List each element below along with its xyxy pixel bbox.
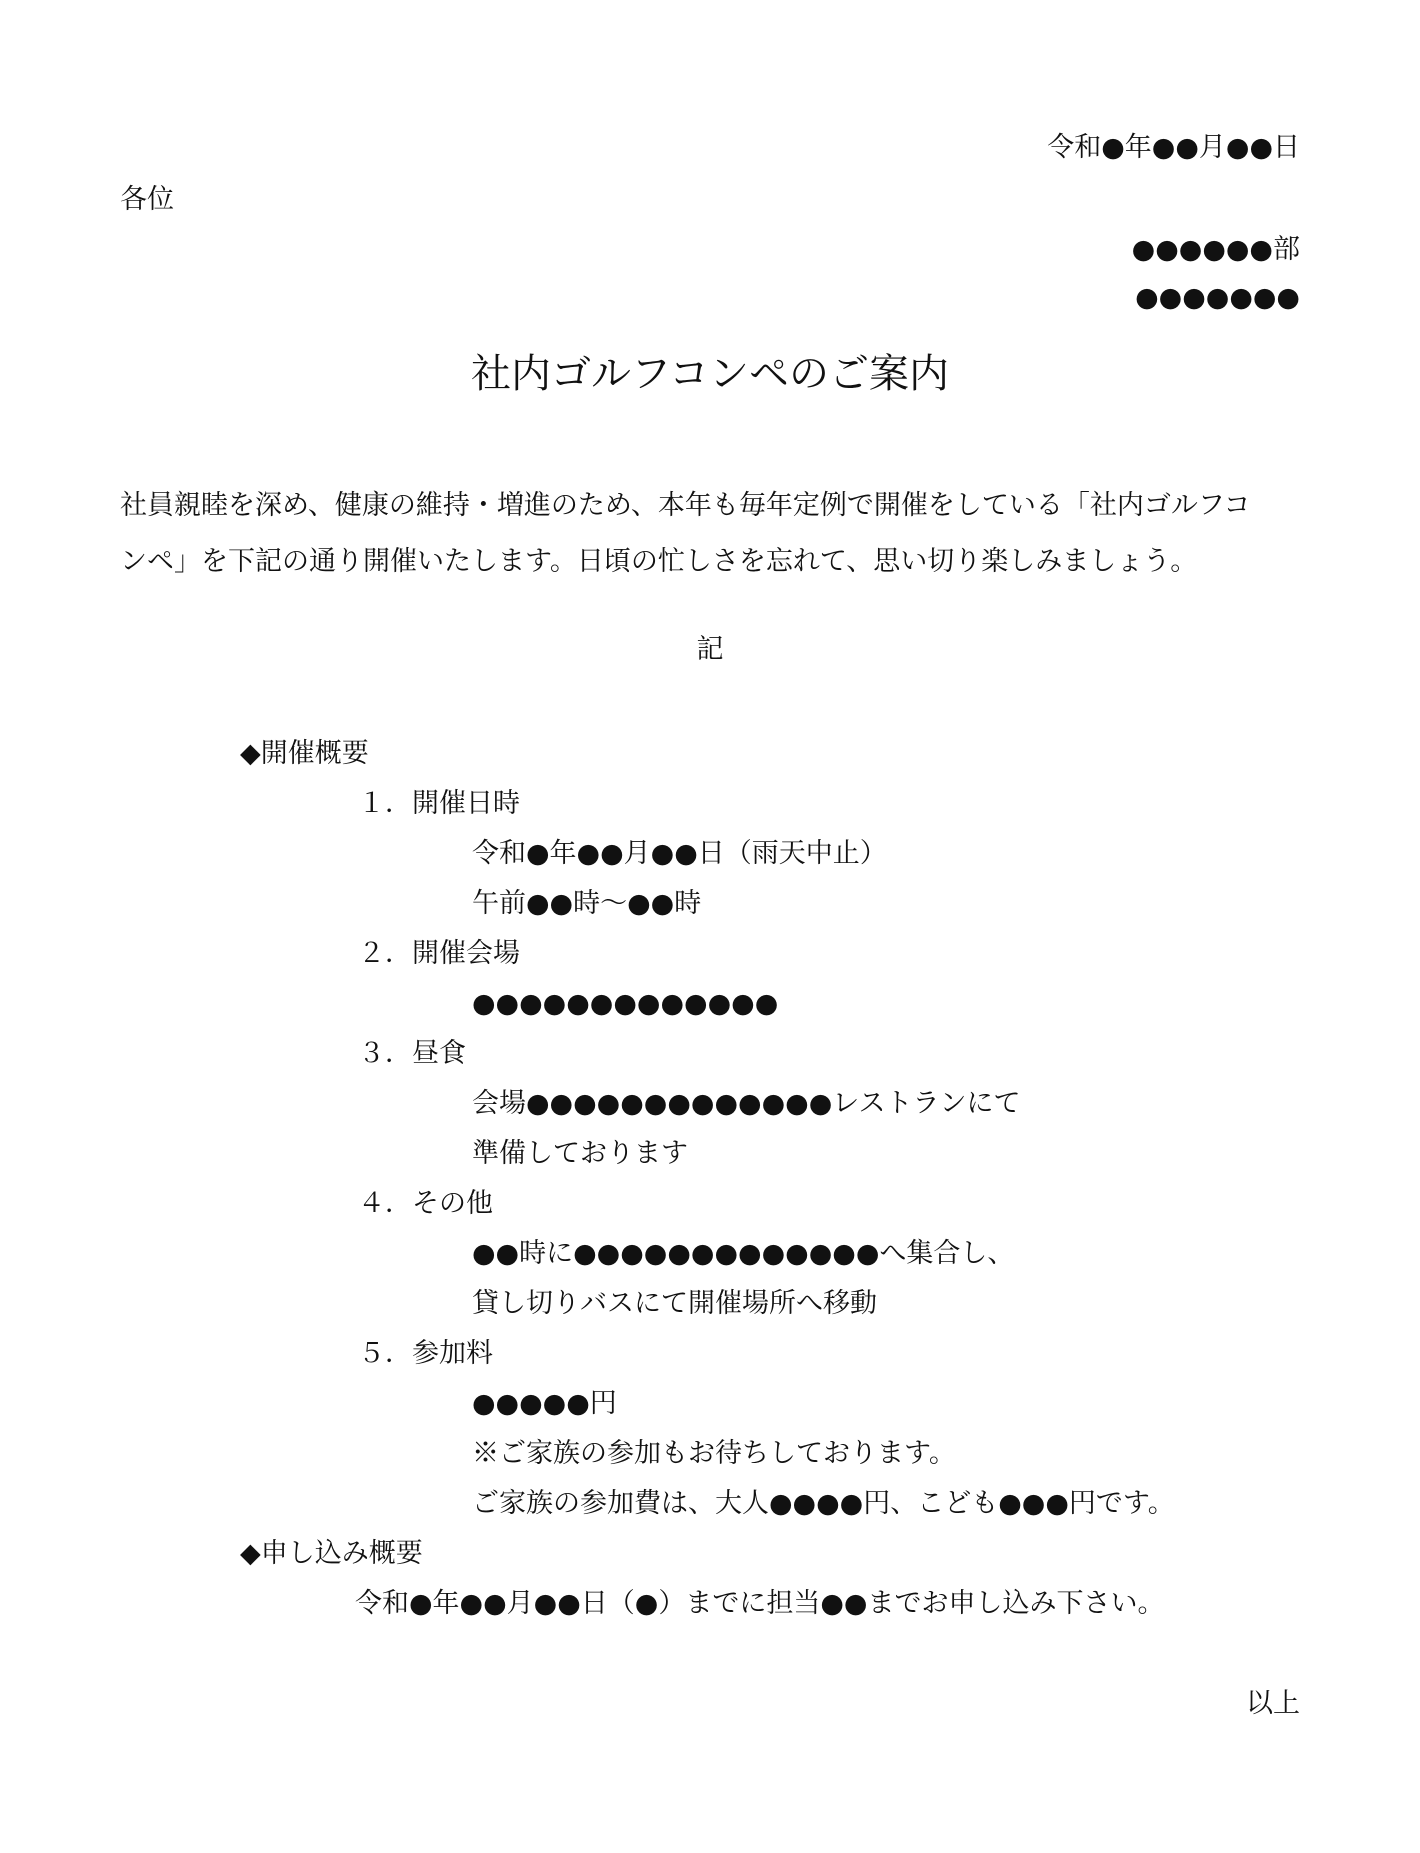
- sender-department: ●●●●●●部: [1131, 234, 1300, 265]
- item-3-detail-2: 準備しております: [472, 1138, 688, 1169]
- item-3-label: ３．昼食: [358, 1038, 466, 1069]
- closing-text: 以上: [1246, 1688, 1300, 1719]
- item-2-detail-1: ●●●●●●●●●●●●●: [472, 988, 779, 1019]
- item-1-label: １．開催日時: [358, 788, 520, 819]
- item-4-detail-2: 貸し切りバスにて開催場所へ移動: [472, 1288, 877, 1319]
- body-line-2: ンペ」を下記の通り開催いたします。日頃の忙しさを忘れて、思い切り楽しみましょう。: [120, 546, 1198, 577]
- item-5-detail-1: ●●●●●円: [472, 1388, 617, 1419]
- item-1-detail-1: 令和●年●●月●●日（雨天中止）: [472, 838, 887, 869]
- item-1-detail-2: 午前●●時～●●時: [472, 888, 702, 919]
- page-title: 社内ゴルフコンペのご案内: [471, 351, 949, 397]
- body-line-1: 社員親睦を深め、健康の維持・増進のため、本年も毎年定例で開催をしている「社内ゴルフコ: [120, 490, 1251, 521]
- ki-heading: 記: [696, 634, 724, 665]
- item-4-detail-1: ●●時に●●●●●●●●●●●●●へ集合し、: [472, 1238, 1015, 1269]
- recipient: 各位: [120, 184, 174, 215]
- item-4-label: ４．その他: [358, 1188, 493, 1219]
- application-heading: ◆申し込み概要: [240, 1538, 423, 1569]
- item-5-detail-3: ご家族の参加費は、大人●●●●円、こども●●●円です。: [472, 1488, 1175, 1519]
- application-text: 令和●年●●月●●日（●）までに担当●●までお申し込み下さい。: [355, 1588, 1165, 1619]
- item-5-detail-2: ※ご家族の参加もお待ちしております。: [472, 1438, 956, 1469]
- overview-heading: ◆開催概要: [240, 738, 369, 769]
- document-date: 令和●年●●月●●日: [1047, 132, 1300, 163]
- item-3-detail-1: 会場●●●●●●●●●●●●●レストランにて: [472, 1088, 1021, 1119]
- item-5-label: ５．参加料: [358, 1338, 493, 1369]
- sender-name: ●●●●●●●: [1135, 282, 1300, 313]
- body-paragraph: [120, 478, 1300, 590]
- item-2-label: ２．開催会場: [358, 938, 520, 969]
